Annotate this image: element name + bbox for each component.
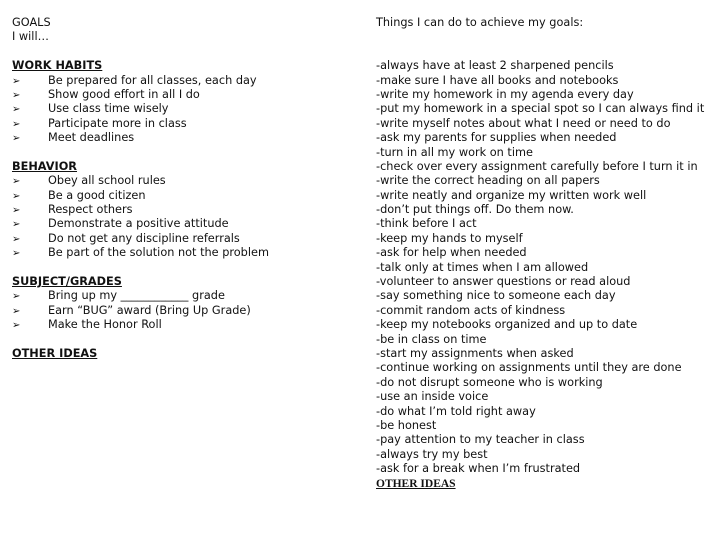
action-item: -say something nice to someone each day [376,289,616,303]
goal-item-text: Be part of the solution not the problem [48,246,269,260]
goal-item [12,246,342,260]
goal-item [12,318,342,332]
goal-item [12,117,342,131]
goal-item [12,88,342,102]
goals-subtitle: I will… [12,30,49,44]
arrow-bullet-icon: ➢ [12,320,21,332]
action-item: -ask for help when needed [376,246,527,260]
section-heading: BEHAVIOR [12,159,78,173]
action-item: -use an inside voice [376,390,489,404]
action-item: -write myself notes about what I need or need to do [376,116,671,130]
goal-item [12,131,342,145]
spacer [12,146,342,160]
goal-item-text: Show good effort in all I do [48,87,200,101]
spacer [376,45,716,59]
arrow-bullet-icon: ➢ [12,133,21,145]
goal-item [12,289,342,303]
goal-item [12,217,342,231]
goal-item-text: Be a good citizen [48,188,146,202]
section-heading: SUBJECT/GRADES [12,275,122,289]
action-item: -volunteer to answer questions or read aloud [376,275,631,289]
action-item: -be in class on time [376,332,487,346]
goal-item-text: Be prepared for all classes, each day [48,73,257,87]
goal-item-text: Bring up my ____________ grade [48,289,225,303]
spacer [12,261,342,275]
goal-item [12,304,342,318]
action-item: -ask my parents for supplies when needed [376,131,617,145]
goal-item-text: Do not get any discipline referrals [48,231,240,245]
action-item: -always have at least 2 sharpened pencils [376,59,614,73]
action-item: -do what I’m told right away [376,404,536,418]
action-item: -think before I act [376,217,477,231]
action-item: -ask for a break when I’m frustrated [376,462,581,476]
arrow-bullet-icon: ➢ [12,248,21,260]
actions-column [376,16,716,491]
action-item: -start my assignments when asked [376,346,574,360]
other-ideas-heading-left: OTHER IDEAS [12,346,98,360]
action-item: -turn in all my work on time [376,145,533,159]
goal-item [12,102,342,116]
action-item: -always try my best [376,447,488,461]
goal-item [12,189,342,203]
arrow-bullet-icon: ➢ [12,190,21,202]
arrow-bullet-icon: ➢ [12,305,21,317]
action-item: -do not disrupt someone who is working [376,375,603,389]
action-item: -commit random acts of kindness [376,303,566,317]
actions-title: Things I can do to achieve my goals: [376,16,584,29]
section-heading: WORK HABITS [12,59,103,73]
goal-item-text: Earn “BUG” award (Bring Up Grade) [48,303,251,317]
action-item: -don’t put things off. Do them now. [376,203,574,217]
arrow-bullet-icon: ➢ [12,205,21,217]
goals-title: GOALS [12,16,51,29]
goal-item [12,232,342,246]
arrow-bullet-icon: ➢ [12,118,21,130]
arrow-bullet-icon: ➢ [12,104,21,116]
action-item: -write my homework in my agenda every day [376,87,634,101]
arrow-bullet-icon: ➢ [12,89,21,101]
action-item: -keep my notebooks organized and up to date [376,318,638,332]
action-item: -write the correct heading on all papers [376,174,600,188]
actions-list [376,59,716,476]
action-item: -pay attention to my teacher in class [376,433,585,447]
action-item: -keep my hands to myself [376,231,523,245]
arrow-bullet-icon: ➢ [12,75,21,87]
arrow-bullet-icon: ➢ [12,291,21,303]
spacer [12,45,342,59]
action-item: -write neatly and organize my written work well [376,188,647,202]
action-item: -check over every assignment carefully before I turn it in [376,159,698,173]
goal-item-text: Meet deadlines [48,131,135,145]
goal-item-text: Respect others [48,203,133,217]
action-item: -be honest [376,418,437,432]
action-item: -continue working on assignments until they are done [376,361,682,375]
goal-item-text: Make the Honor Roll [48,318,162,332]
goal-sections [12,59,342,347]
arrow-bullet-icon: ➢ [12,176,21,188]
action-item: -put my homework in a special spot so I can always find it [376,102,705,116]
goals-column [12,16,342,361]
goal-item-text: Use class time wisely [48,102,169,116]
other-ideas-heading-right: OTHER IDEAS [376,477,456,490]
action-item: -talk only at times when I am allowed [376,260,589,274]
goal-item-text: Obey all school rules [48,174,166,188]
spacer [376,30,716,44]
action-item: -make sure I have all books and notebooks [376,73,619,87]
arrow-bullet-icon: ➢ [12,219,21,231]
goal-item-text: Participate more in class [48,116,187,130]
arrow-bullet-icon: ➢ [12,233,21,245]
spacer [12,333,342,347]
goal-item [12,203,342,217]
goal-item-text: Demonstrate a positive attitude [48,217,229,231]
goal-item [12,74,342,88]
goal-item [12,174,342,188]
